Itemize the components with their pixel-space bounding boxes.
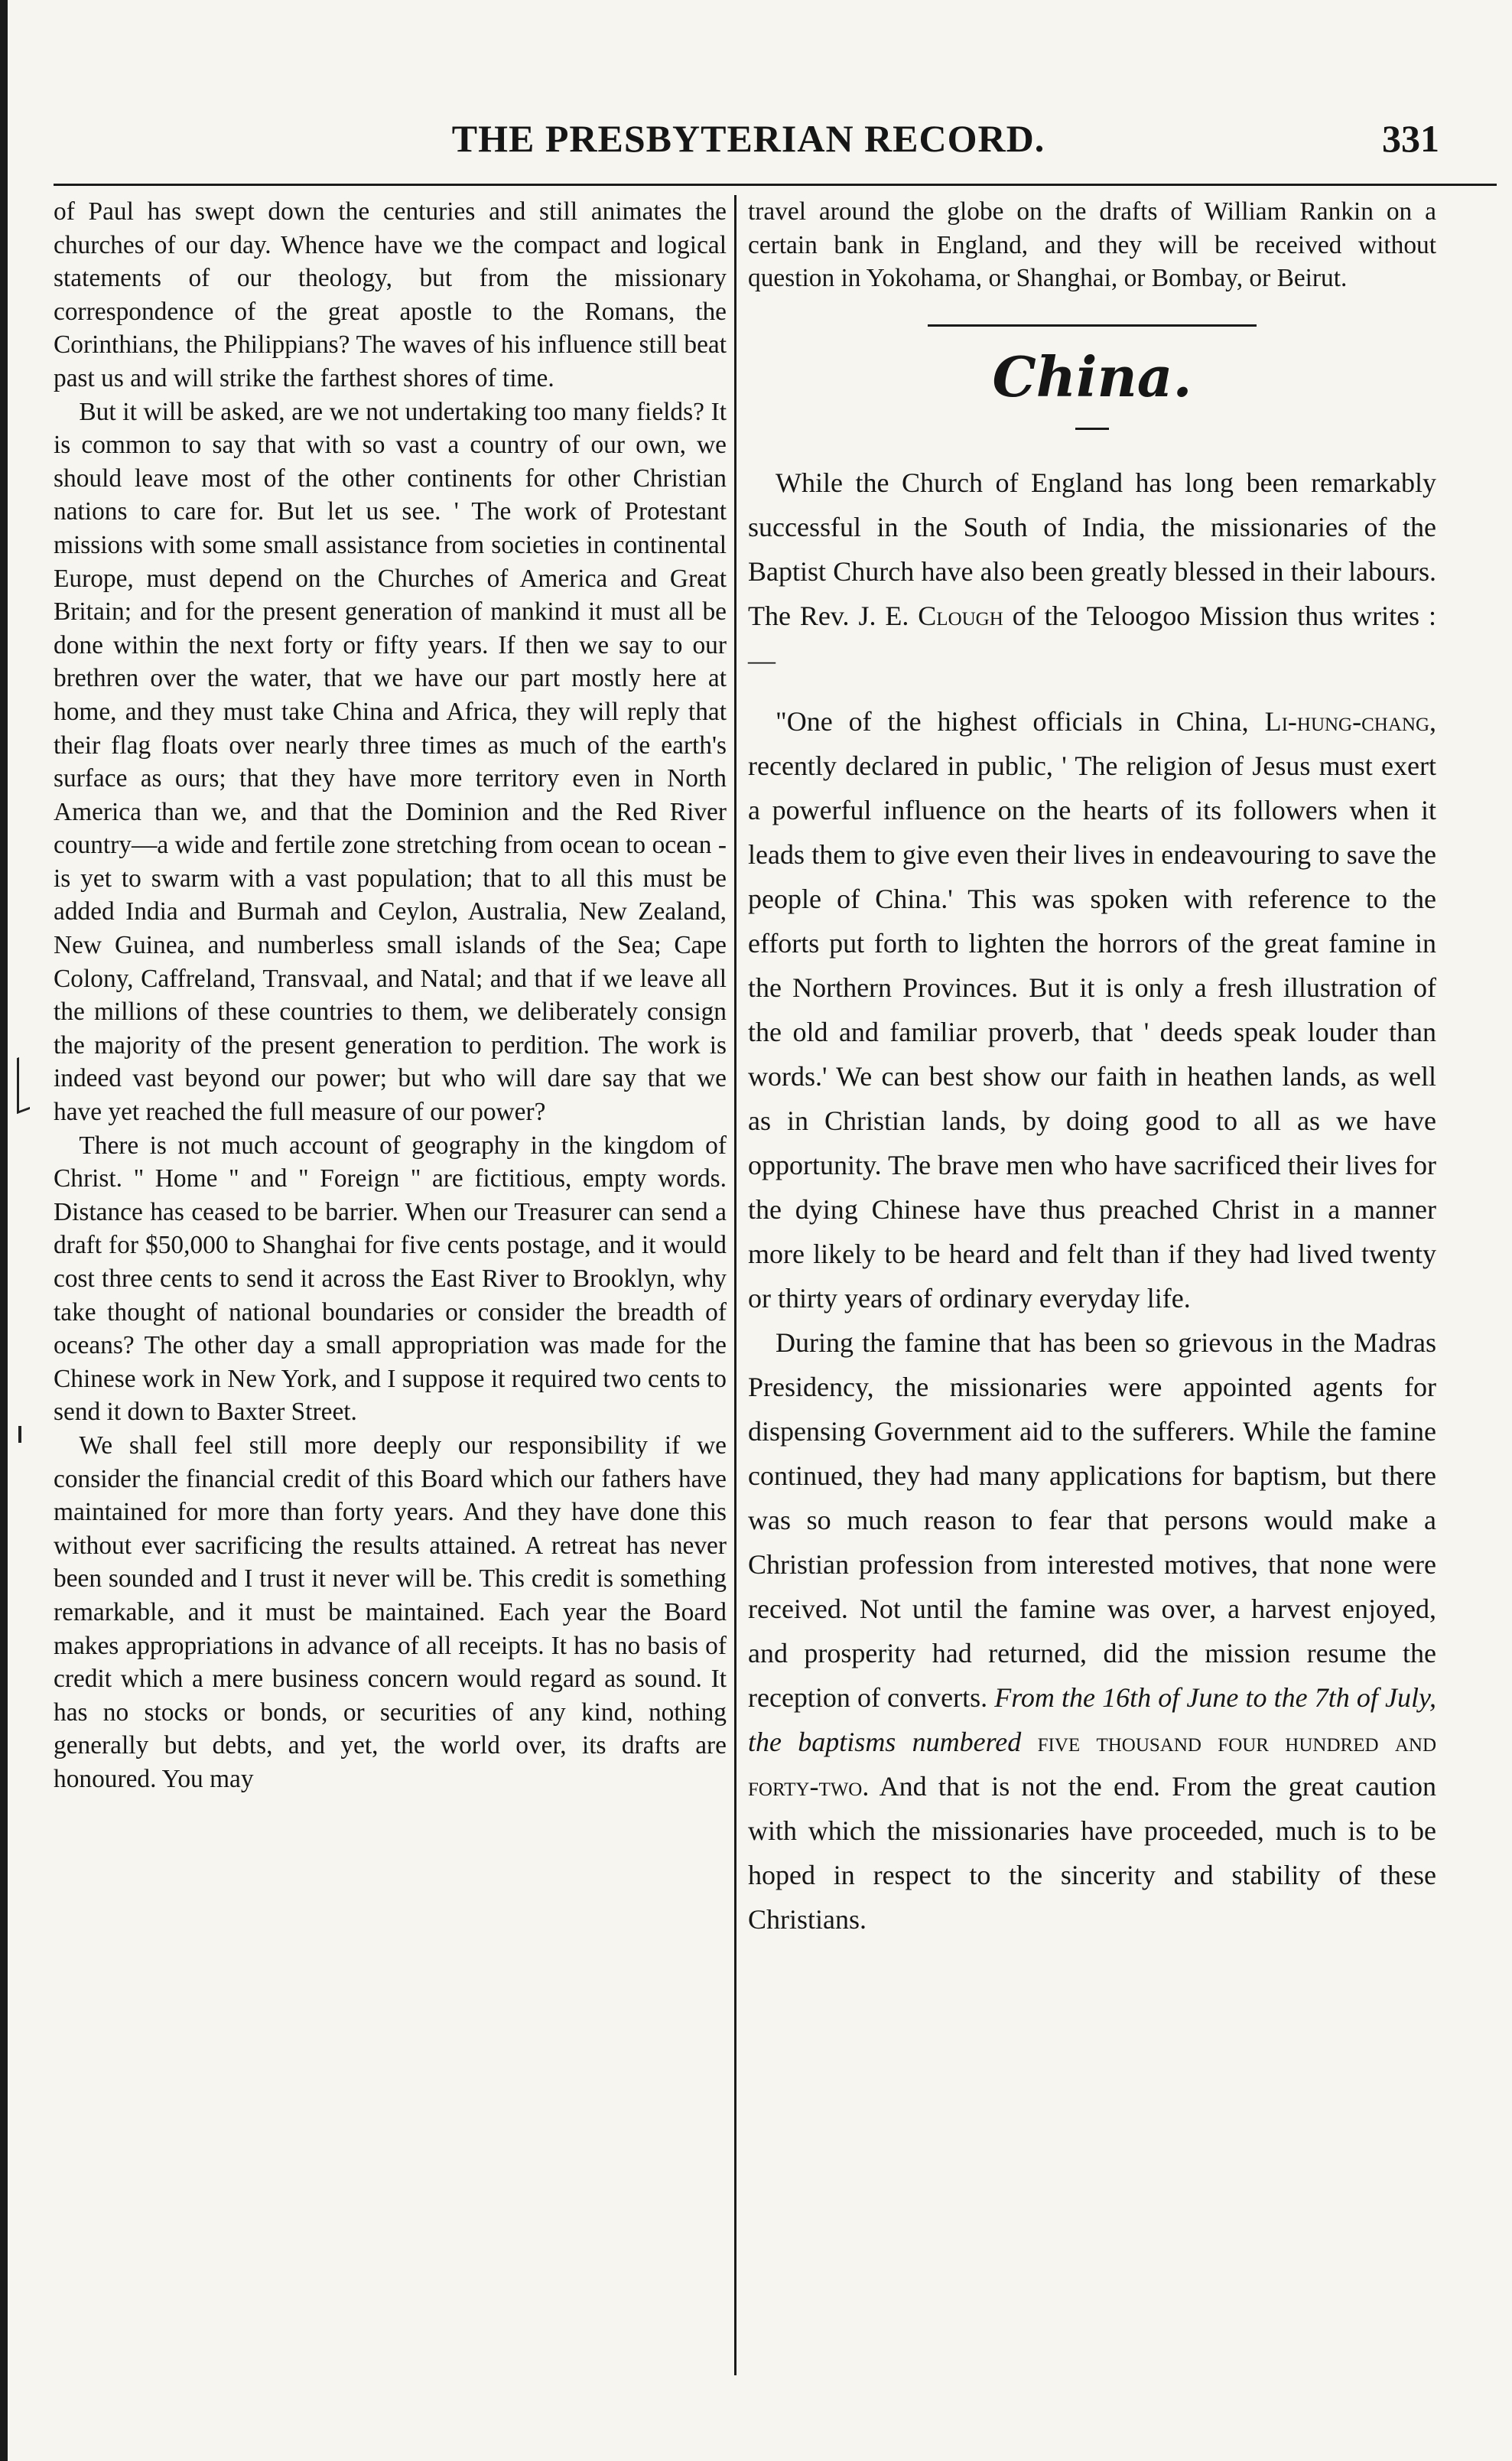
margin-pencil-mark [17, 1053, 30, 1114]
smallcaps-number: five thousand four hundred and forty-two. [748, 1726, 1436, 1802]
person-name: Li-hung-chang [1264, 705, 1429, 737]
paragraph: travel around the globe on the drafts of William Rankin on a certain bank in England, and they will be received without question in Yokohama, or Shanghai, or Bombay, or Beirut. [748, 197, 1436, 293]
publication-title: THE PRESBYTERIAN RECORD. [451, 117, 1045, 160]
quote-text: "One of the highest officials in China, [776, 705, 1265, 737]
intro-text: While the Church of England has long been remarkably successful in the South of India, the missionaries of the Baptist Church have also been greatly blessed in their labours. The Rev. J. E. [748, 467, 1436, 631]
quote-text-end: , recently declared in public, ' The religion of Jesus must exert a powerful influence on the hearts of its followers when it leads them to give even their lives in endeavouring to save the people of China.' This was spoken with reference to the efforts put forth to lighten the horrors of the great famine in the Northern Provinces. But it is only a fresh illustration of the old and familiar proverb, that ' deeds speak louder than words.' We can best show our faith in heathen lands, as well as in Christian lands, by doing good to all as we have opportunity. The brave men who have sacrificed their lives for the dying Chinese have thus preached Christ in a manner more likely to be heard and felt than if they had lived twenty or thirty years of ordinary everyday life. [748, 705, 1436, 1314]
paragraph: But it will be asked, are we not undertaking too many fields? It is common to say that with so vast a country of our own, we should leave most of the other continents for other Christian nations to care for. But let us see. ' The work of Protestant missions with some small assistance from societies in continental Europe, must depend on the Churches of America and Great Britain; and for the present generation of mankind it must all be done within the next forty or fifty years. If then we say to our brethren over the water, that we have our part mostly here at home, and they must take China and Africa, they will reply that their flag floats over nearly three times as much of the earth's surface as ours; that they have more territory even in North America than we, and that the Dominion and the Red River country—a wide and fertile zone stretching from ocean to ocean - is yet to swarm with a vast population; that to all this must be added India and Burmah and Ceylon, Australia, New Zealand, New Guinea, and numberless small islands of the Sea; Cape Colony, Caffreland, Transvaal, and Natal; and that if we leave all the millions of these countries to them, we deliberately consign the majority of the present generation to perdition. The work is indeed vast beyond our power; but who will dare say that we have yet reached the full measure of our power? [54, 397, 727, 1127]
margin-pencil-mark-small [18, 1426, 21, 1443]
famine-text: During the famine that has been so grievous in the Madras Presidency, the missionaries were appointed agents for dispensing Government aid to the sufferers. While the famine continued, they had many applications for baptism, but there was so much reason to fear that persons would make a Christian profession from interested motives, that none were received. Not until the famine was over, a harvest enjoyed, and prosperity had returned, did the mission resume the reception of converts. [748, 1327, 1436, 1713]
scan-edge-bar [0, 0, 8, 2461]
page-number: 331 [1382, 117, 1439, 160]
heading-dash [1075, 428, 1109, 430]
paragraph: We shall feel still more deeply our responsibility if we consider the financial credit of this Board which our fathers have maintained for more than forty years. And they have done this without ever sacrificing the results attained. A retreat has never been sounded and I trust it never will be. This credit is something remarkable, and it must be maintained. Each year the Board makes appropriations in advance of all receipts. It has no basis of credit which a mere business concern would regard as sound. It has no stocks or bonds, or securities of any kind, nothing generally but debts, and yet, the world over, its drafts are honoured. You may [54, 1431, 727, 1793]
intro-text-end: of the Teloogoo Mission thus writes :— [748, 600, 1436, 675]
section-separator [928, 324, 1257, 327]
paragraph: of Paul has swept down the centuries and still animates the churches of our day. Whence have we the compact and logical statements of our theology, but from the missionary correspondence of the great apostle to the Romans, the Corinthians, the Philippians? The waves of his influence still beat past us and will strike the farthest shores of time. [54, 197, 727, 392]
quote-paragraph [748, 699, 1436, 1320]
column-divider [734, 195, 736, 2375]
paragraph [748, 461, 1436, 682]
famine-text-end: And that is not the end. From the great caution with which the missionaries have proceeded, much is to be hoped in respect to the sincerity and stability of these Christians. [748, 1770, 1436, 1935]
person-name: Clough [918, 600, 1003, 631]
paragraph [748, 1320, 1436, 1942]
header-rule [54, 184, 1497, 186]
section-heading: China. [992, 343, 1192, 409]
paragraph: There is not much account of geography in the kingdom of Christ. " Home " and " Foreign " are fictitious, empty words. Distance has ceased to be barrier. When our Treasurer can send a draft for $50,000 to Shanghai for five cents postage, and it would cost three cents to send it across the East River to Brooklyn, why take thought of national boundaries or consider the breadth of oceans? The other day a small appropriation was made for the Chinese work in New York, and I suppose it required two cents to send it down to Baxter Street. [54, 1131, 727, 1427]
left-column [54, 195, 727, 1796]
italic-phrase: From the 16th of June to the 7th of July, the baptisms numbered [748, 1681, 1436, 1757]
right-column [748, 195, 1436, 1942]
page-header [15, 110, 1481, 184]
